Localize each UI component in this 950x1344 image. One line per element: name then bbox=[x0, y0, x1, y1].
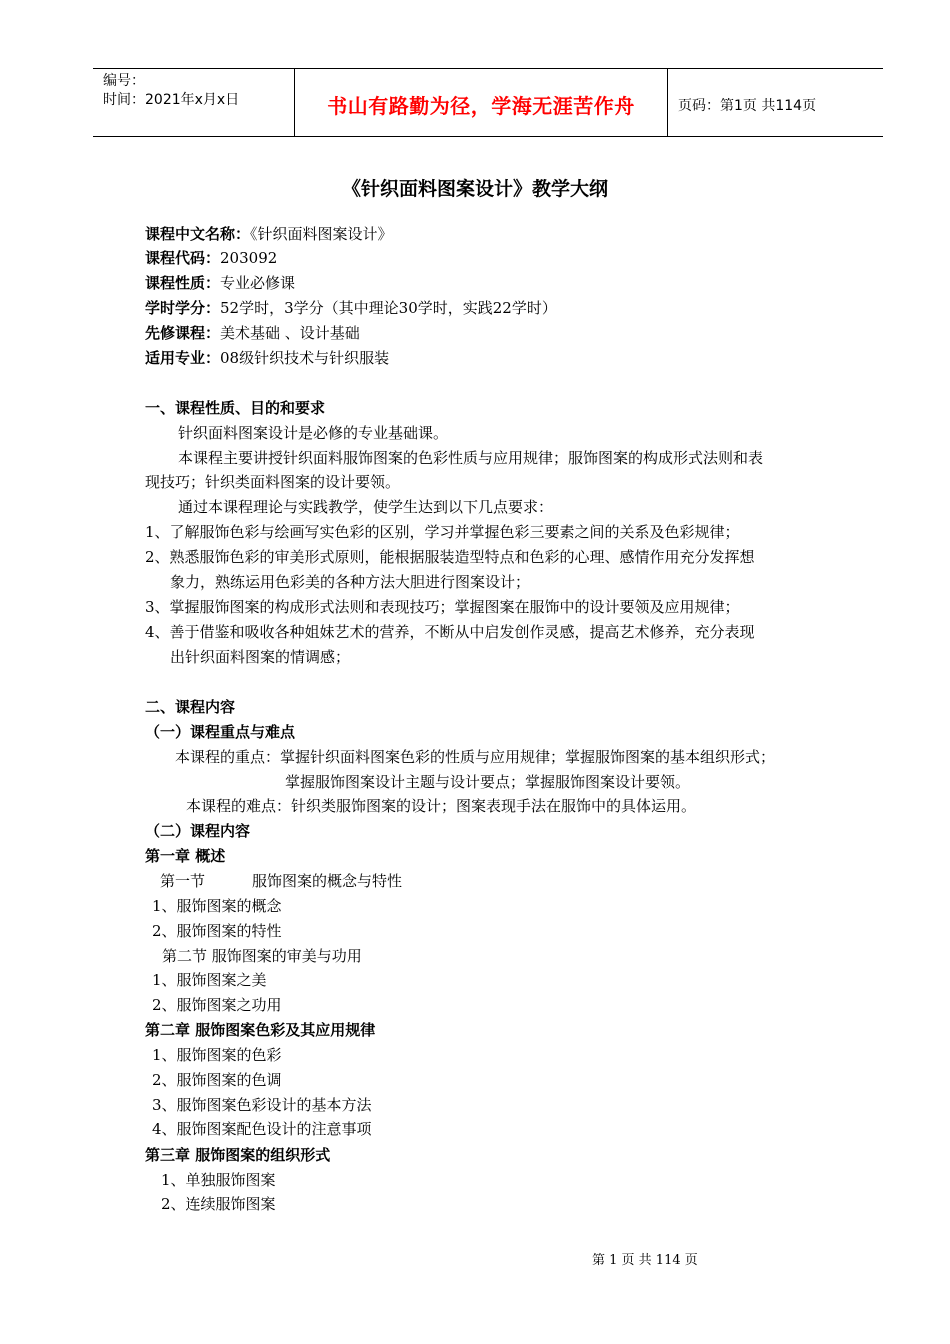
paragraph: 通过本课程理论与实践教学，使学生达到以下几点要求： bbox=[178, 498, 554, 516]
subsection-heading: （一）课程重点与难点 bbox=[145, 723, 296, 741]
subsection-heading: （二）课程内容 bbox=[145, 822, 251, 840]
requirement-item: 1、了解服饰色彩与绘画写实色彩的区别，学习并掌握色彩三要素之间的关系及色彩规律； bbox=[145, 523, 740, 541]
page-footer: 第 1 页 共 114 页 bbox=[592, 1253, 698, 1268]
header-motto: 书山有路勤为径，学海无涯苦作舟 bbox=[327, 94, 635, 118]
paragraph: 本课程的重点：掌握针织面料图案色彩的性质与应用规律；掌握服饰图案的基本组织形式； bbox=[175, 748, 776, 766]
info-row bbox=[145, 248, 277, 268]
list-item: 1、服饰图案之美 bbox=[152, 971, 267, 989]
section-title: 第二节 服饰图案的审美与功用 bbox=[162, 947, 362, 965]
header-page-number: 页码：第1页 共114页 bbox=[678, 98, 817, 114]
list-item: 4、服饰图案配色设计的注意事项 bbox=[152, 1120, 372, 1138]
requirement-item-continued: 出针织面料图案的情调感； bbox=[170, 648, 351, 666]
section-title: 服饰图案的概念与特性 bbox=[252, 872, 403, 890]
info-value: 专业必修课 bbox=[220, 274, 296, 292]
section-heading: 二、课程内容 bbox=[145, 698, 236, 716]
header-left-cell bbox=[103, 72, 239, 110]
requirement-item-continued: 象力，熟练运用色彩美的各种方法大胆进行图案设计； bbox=[170, 573, 531, 591]
paragraph-continued: 现技巧；针织类面料图案的设计要领。 bbox=[145, 473, 401, 491]
document-title: 《针织面料图案设计》教学大纲 bbox=[341, 178, 608, 200]
info-label: 学时学分： bbox=[145, 299, 221, 317]
requirement-item: 3、掌握服饰图案的构成形式法则和表现技巧；掌握图案在服饰中的设计要领及应用规律； bbox=[145, 598, 740, 616]
page-header bbox=[93, 68, 883, 137]
info-row bbox=[145, 348, 389, 368]
chapter-heading: 第一章 概述 bbox=[145, 847, 226, 865]
chapter-heading: 第二章 服饰图案色彩及其应用规律 bbox=[145, 1021, 376, 1039]
list-item: 1、服饰图案的概念 bbox=[152, 897, 282, 915]
list-item: 2、服饰图案的特性 bbox=[152, 922, 282, 940]
paragraph: 本课程的难点：针织类服饰图案的设计；图案表现手法在服饰中的具体运用。 bbox=[186, 797, 697, 815]
info-label: 先修课程： bbox=[145, 324, 221, 342]
list-item: 2、服饰图案的色调 bbox=[152, 1071, 282, 1089]
info-label: 课程代码： bbox=[145, 249, 221, 267]
chapter-heading: 第三章 服饰图案的组织形式 bbox=[145, 1146, 331, 1164]
info-value: 美术基础 、设计基础 bbox=[220, 324, 360, 342]
requirement-item: 4、善于借鉴和吸收各种姐妹艺术的营养，不断从中启发创作灵感，提高艺术修养，充分表现 bbox=[145, 623, 755, 641]
info-label: 适用专业： bbox=[145, 349, 221, 367]
header-divider bbox=[667, 69, 668, 136]
info-row bbox=[145, 273, 295, 293]
info-value: 52学时，3学分（其中理论30学时，实践22学时） bbox=[220, 299, 557, 317]
serial-label: 编号： bbox=[103, 73, 145, 89]
info-value: 203092 bbox=[220, 249, 278, 267]
info-value: 《针织面料图案设计》 bbox=[250, 225, 393, 243]
requirement-item: 2、熟悉服饰色彩的审美形式原则，能根据服装造型特点和色彩的心理、感情作用充分发挥想 bbox=[145, 548, 755, 566]
info-label: 课程中文名称： bbox=[145, 225, 251, 243]
list-item: 1、单独服饰图案 bbox=[161, 1171, 276, 1189]
list-item: 2、连续服饰图案 bbox=[161, 1195, 276, 1213]
info-value: 08级针织技术与针织服装 bbox=[220, 349, 390, 367]
info-row bbox=[145, 323, 360, 343]
paragraph: 本课程主要讲授针织面料服饰图案的色彩性质与应用规律；服饰图案的构成形式法则和表 bbox=[178, 449, 764, 467]
info-row bbox=[145, 298, 557, 318]
list-item: 3、服饰图案色彩设计的基本方法 bbox=[152, 1096, 372, 1114]
list-item: 2、服饰图案之功用 bbox=[152, 996, 282, 1014]
info-label: 课程性质： bbox=[145, 274, 221, 292]
time-text: 时间：2021年x月x日 bbox=[103, 92, 240, 108]
list-item: 1、服饰图案的色彩 bbox=[152, 1046, 282, 1064]
section-number: 第一节 bbox=[160, 872, 206, 890]
section-heading: 一、课程性质、目的和要求 bbox=[145, 399, 326, 417]
paragraph-continued: 掌握服饰图案设计主题与设计要点；掌握服饰图案设计要领。 bbox=[285, 773, 691, 791]
info-row bbox=[145, 224, 393, 244]
paragraph: 针织面料图案设计是必修的专业基础课。 bbox=[178, 424, 449, 442]
